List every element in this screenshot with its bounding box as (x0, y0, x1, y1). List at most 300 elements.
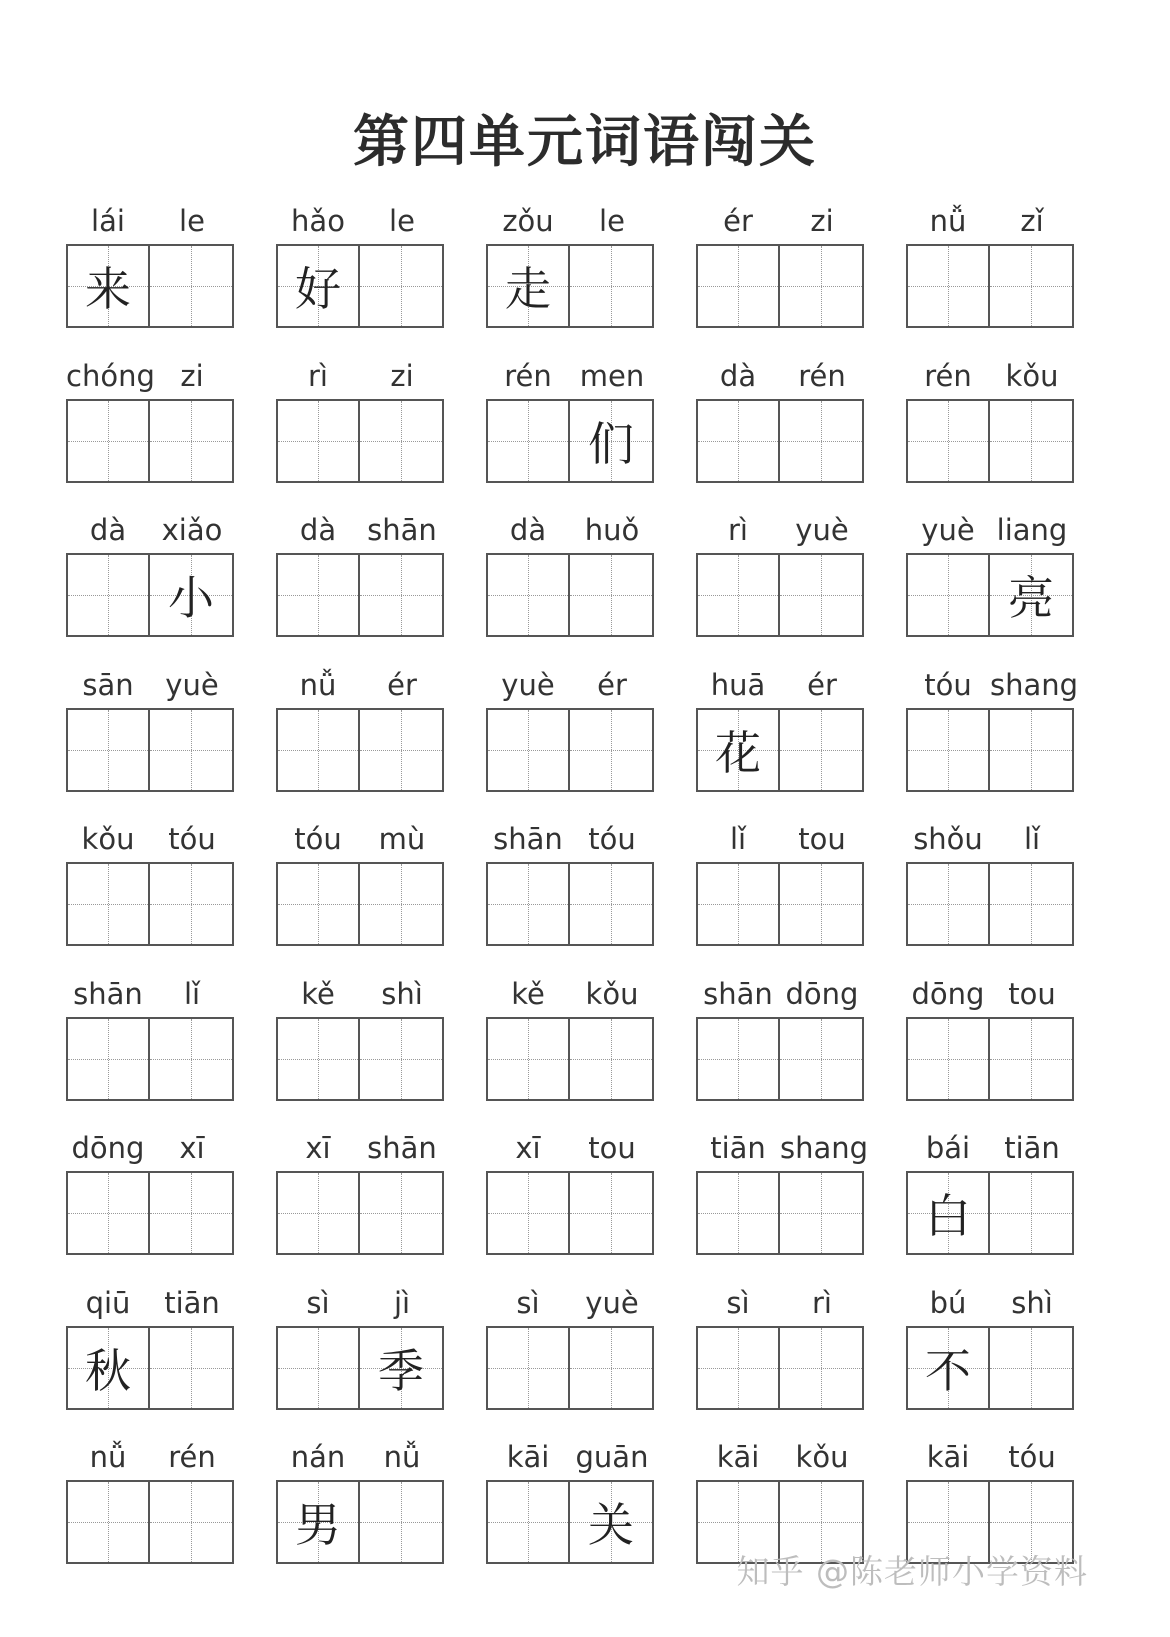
tianzige-box[interactable] (486, 1017, 570, 1101)
hanzi-char (990, 710, 1072, 790)
pinyin-syllable: kě (511, 976, 545, 1011)
pinyin-syllable: kǒu (585, 976, 639, 1011)
pinyin-row (66, 1127, 234, 1165)
tianzige-box[interactable] (696, 1326, 780, 1410)
tianzige-box[interactable] (150, 708, 234, 792)
tianzige-box[interactable] (360, 1171, 444, 1255)
tianzige-box[interactable] (66, 244, 150, 328)
pinyin-syllable: zi (810, 204, 834, 238)
tianzige-pair (696, 1326, 864, 1410)
pinyin-syllable: ér (387, 667, 417, 702)
pinyin-syllable: dà (719, 358, 757, 393)
pinyin-row (276, 818, 444, 856)
hanzi-char (780, 246, 862, 326)
tianzige-box[interactable] (990, 1017, 1074, 1101)
word-grid (66, 200, 1079, 1591)
tianzige-box[interactable] (150, 1171, 234, 1255)
pinyin-syllable: lǐ (183, 976, 201, 1011)
tianzige-box[interactable] (696, 244, 780, 328)
tianzige-box[interactable] (150, 862, 234, 946)
word-item (276, 973, 444, 1128)
pinyin-syllable: tou (798, 822, 846, 856)
word-item (696, 200, 864, 355)
hanzi-char (68, 864, 148, 944)
tianzige-box[interactable] (66, 1017, 150, 1101)
pinyin-syllable: dōng (911, 976, 985, 1011)
pinyin-row (276, 355, 444, 393)
word-item (66, 1127, 234, 1282)
pinyin-row (66, 818, 234, 856)
tianzige-box[interactable] (570, 862, 654, 946)
pinyin-row (66, 1436, 234, 1474)
hanzi-char: 走 (505, 262, 551, 316)
tianzige-box[interactable] (486, 1480, 570, 1564)
word-item (66, 1436, 234, 1591)
tianzige-box[interactable] (990, 1171, 1074, 1255)
tianzige-box[interactable] (360, 708, 444, 792)
word-item (696, 1282, 864, 1437)
hanzi-char (360, 864, 442, 944)
pinyin-row (696, 200, 864, 238)
pinyin-syllable: sān (82, 667, 134, 702)
pinyin-syllable: lǐ (729, 822, 747, 856)
word-item (66, 355, 234, 510)
tianzige-pair (906, 1017, 1074, 1101)
hanzi-char (68, 1482, 148, 1562)
hanzi-char (698, 246, 778, 326)
tianzige-box[interactable] (780, 1326, 864, 1410)
hanzi-char: 们 (588, 416, 634, 471)
hanzi-char (698, 401, 778, 481)
hanzi-char (908, 555, 988, 635)
tianzige-box[interactable] (570, 244, 654, 328)
word-item (906, 509, 1074, 664)
word-item (906, 200, 1074, 355)
hanzi-char (990, 1328, 1072, 1408)
tianzige-box[interactable] (906, 1326, 990, 1410)
word-item (66, 664, 234, 819)
word-item (276, 818, 444, 973)
tianzige-box[interactable] (360, 862, 444, 946)
tianzige-pair (66, 1017, 234, 1101)
pinyin-syllable: shān (73, 976, 143, 1011)
tianzige-box[interactable] (486, 399, 570, 483)
word-item (66, 818, 234, 973)
tianzige-box[interactable] (906, 1171, 990, 1255)
tianzige-box[interactable] (990, 862, 1074, 946)
tianzige-box[interactable] (696, 399, 780, 483)
pinyin-syllable: tóu (294, 822, 342, 856)
pinyin-syllable: dōng (785, 976, 859, 1011)
pinyin-row (906, 1127, 1074, 1165)
hanzi-char (68, 555, 148, 635)
word-item (66, 200, 234, 355)
tianzige-pair (276, 862, 444, 946)
pinyin-syllable: tiān (1004, 1131, 1060, 1165)
tianzige-box[interactable] (696, 862, 780, 946)
tianzige-box[interactable] (906, 244, 990, 328)
hanzi-char (150, 246, 232, 326)
pinyin-syllable: zǒu (502, 204, 554, 238)
pinyin-row (696, 1436, 864, 1474)
tianzige-box[interactable] (990, 244, 1074, 328)
pinyin-syllable: le (389, 204, 415, 238)
tianzige-box[interactable] (780, 399, 864, 483)
pinyin-row (66, 200, 234, 238)
tianzige-pair (66, 553, 234, 637)
hanzi-char (990, 1173, 1072, 1253)
word-item (906, 1127, 1074, 1282)
tianzige-box[interactable] (486, 1171, 570, 1255)
tianzige-box[interactable] (990, 399, 1074, 483)
tianzige-pair (276, 1171, 444, 1255)
tianzige-box[interactable] (66, 553, 150, 637)
word-item (696, 664, 864, 819)
hanzi-char (150, 1019, 232, 1099)
tianzige-pair (276, 244, 444, 328)
word-item (66, 1282, 234, 1437)
hanzi-char (488, 864, 568, 944)
tianzige-box[interactable] (486, 708, 570, 792)
pinyin-syllable: tou (1008, 976, 1056, 1011)
tianzige-pair (906, 862, 1074, 946)
pinyin-row (906, 1436, 1074, 1474)
pinyin-row (486, 1436, 654, 1474)
hanzi-char (278, 864, 358, 944)
tianzige-pair (486, 1326, 654, 1410)
word-item (696, 509, 864, 664)
tianzige-box[interactable] (276, 1017, 360, 1101)
pinyin-row (276, 509, 444, 547)
tianzige-box[interactable] (696, 1017, 780, 1101)
tianzige-box[interactable] (150, 1480, 234, 1564)
hanzi-char (488, 710, 568, 790)
hanzi-char (150, 710, 232, 790)
pinyin-syllable: kǒu (795, 1440, 849, 1474)
tianzige-box[interactable] (66, 1326, 150, 1410)
pinyin-syllable: nǚ (929, 204, 967, 238)
hanzi-char (698, 1482, 778, 1562)
pinyin-syllable: rén (798, 358, 846, 393)
hanzi-char: 好 (295, 262, 341, 316)
tianzige-box[interactable] (66, 862, 150, 946)
tianzige-box[interactable] (990, 553, 1074, 637)
hanzi-char (908, 1482, 988, 1562)
pinyin-syllable: bú (929, 1285, 967, 1320)
hanzi-char (150, 864, 232, 944)
pinyin-syllable: shān (493, 822, 563, 856)
pinyin-row (486, 509, 654, 547)
hanzi-char: 小 (168, 571, 214, 625)
pinyin-syllable: sì (306, 1285, 330, 1320)
hanzi-char (488, 1482, 568, 1562)
tianzige-box[interactable] (150, 553, 234, 637)
tianzige-box[interactable] (906, 1480, 990, 1564)
hanzi-char (150, 1328, 232, 1408)
tianzige-box[interactable] (66, 708, 150, 792)
hanzi-char (278, 1328, 358, 1408)
pinyin-row (906, 355, 1074, 393)
pinyin-row (696, 973, 864, 1011)
tianzige-box[interactable] (906, 399, 990, 483)
pinyin-syllable: yuè (501, 667, 555, 702)
word-item (696, 355, 864, 510)
word-item (486, 355, 654, 510)
tianzige-box[interactable] (486, 553, 570, 637)
tianzige-box[interactable] (360, 1480, 444, 1564)
pinyin-syllable: shān (367, 513, 437, 547)
tianzige-box[interactable] (486, 1326, 570, 1410)
pinyin-syllable: xī (305, 1131, 331, 1165)
pinyin-syllable: nán (290, 1440, 346, 1474)
hanzi-char (990, 1482, 1072, 1562)
word-item (276, 1282, 444, 1437)
word-item (486, 200, 654, 355)
hanzi-char (278, 710, 358, 790)
tianzige-box[interactable] (570, 553, 654, 637)
pinyin-syllable: men (579, 358, 645, 393)
hanzi-char (150, 401, 232, 481)
hanzi-char: 来 (85, 262, 131, 316)
hanzi-char (698, 1328, 778, 1408)
tianzige-box[interactable] (990, 708, 1074, 792)
pinyin-syllable: chóng (66, 358, 155, 393)
tianzige-box[interactable] (150, 1326, 234, 1410)
hanzi-char (570, 246, 652, 326)
pinyin-syllable: yuè (795, 513, 849, 547)
word-item (906, 1282, 1074, 1437)
tianzige-box[interactable] (276, 862, 360, 946)
pinyin-syllable: shang (990, 667, 1079, 702)
tianzige-box[interactable] (780, 1171, 864, 1255)
pinyin-row (66, 973, 234, 1011)
word-item (66, 973, 234, 1128)
hanzi-char (698, 1019, 778, 1099)
tianzige-box[interactable] (276, 553, 360, 637)
tianzige-box[interactable] (486, 244, 570, 328)
tianzige-box[interactable] (66, 399, 150, 483)
tianzige-pair (276, 1017, 444, 1101)
tianzige-pair (906, 1480, 1074, 1564)
tianzige-pair (486, 244, 654, 328)
hanzi-char (488, 401, 568, 481)
tianzige-pair (486, 399, 654, 483)
word-item (906, 355, 1074, 510)
pinyin-syllable: rén (504, 358, 552, 393)
tianzige-box[interactable] (276, 708, 360, 792)
hanzi-char (278, 401, 358, 481)
hanzi-char (570, 1173, 652, 1253)
pinyin-syllable: xiǎo (161, 513, 223, 547)
hanzi-char (488, 1173, 568, 1253)
tianzige-box[interactable] (360, 1326, 444, 1410)
pinyin-syllable: rì (812, 1285, 832, 1320)
tianzige-box[interactable] (276, 244, 360, 328)
tianzige-pair (696, 244, 864, 328)
pinyin-row (486, 200, 654, 238)
pinyin-row (276, 1436, 444, 1474)
tianzige-box[interactable] (570, 1017, 654, 1101)
pinyin-syllable: nǚ (89, 1440, 127, 1474)
tianzige-box[interactable] (276, 1326, 360, 1410)
tianzige-box[interactable] (990, 1480, 1074, 1564)
pinyin-syllable: bái (925, 1131, 971, 1165)
tianzige-box[interactable] (360, 244, 444, 328)
tianzige-box[interactable] (276, 1171, 360, 1255)
pinyin-syllable: tiān (164, 1285, 220, 1320)
hanzi-char (990, 401, 1072, 481)
tianzige-pair (696, 399, 864, 483)
pinyin-syllable: xī (179, 1131, 205, 1165)
tianzige-pair (906, 1171, 1074, 1255)
tianzige-box[interactable] (570, 708, 654, 792)
tianzige-pair (486, 553, 654, 637)
tianzige-box[interactable] (780, 553, 864, 637)
pinyin-syllable: yuè (585, 1285, 639, 1320)
word-item (276, 509, 444, 664)
pinyin-syllable: zi (180, 358, 204, 393)
tianzige-box[interactable] (150, 1017, 234, 1101)
pinyin-row (906, 200, 1074, 238)
pinyin-syllable: shì (381, 976, 423, 1011)
word-item (66, 509, 234, 664)
hanzi-char (68, 1019, 148, 1099)
hanzi-char: 白 (925, 1189, 971, 1243)
pinyin-syllable: zi (390, 358, 414, 393)
tianzige-box[interactable] (360, 399, 444, 483)
hanzi-char (570, 710, 652, 790)
hanzi-char (488, 555, 568, 635)
tianzige-box[interactable] (780, 862, 864, 946)
pinyin-row (66, 509, 234, 547)
word-item (486, 1436, 654, 1591)
tianzige-box[interactable] (360, 1017, 444, 1101)
pinyin-syllable: yuè (165, 667, 219, 702)
tianzige-box[interactable] (696, 1171, 780, 1255)
pinyin-syllable: lǐ (1023, 822, 1041, 856)
pinyin-syllable: tiān (710, 1131, 766, 1165)
hanzi-char (990, 864, 1072, 944)
pinyin-syllable: tóu (924, 667, 972, 702)
pinyin-syllable: guān (575, 1440, 649, 1474)
tianzige-box[interactable] (360, 553, 444, 637)
word-item (276, 664, 444, 819)
tianzige-box[interactable] (276, 399, 360, 483)
tianzige-box[interactable] (780, 1017, 864, 1101)
pinyin-syllable: hǎo (291, 204, 345, 238)
tianzige-box[interactable] (696, 708, 780, 792)
pinyin-syllable: zǐ (1020, 204, 1044, 238)
hanzi-char: 不 (925, 1343, 971, 1398)
pinyin-syllable: le (179, 204, 205, 238)
hanzi-char (360, 555, 442, 635)
pinyin-syllable: le (599, 204, 625, 238)
tianzige-box[interactable] (150, 399, 234, 483)
tianzige-box[interactable] (150, 244, 234, 328)
tianzige-box[interactable] (990, 1326, 1074, 1410)
pinyin-syllable: yuè (921, 513, 975, 547)
tianzige-pair (486, 862, 654, 946)
tianzige-pair (486, 1171, 654, 1255)
tianzige-box[interactable] (66, 1171, 150, 1255)
pinyin-syllable: shì (1011, 1285, 1053, 1320)
hanzi-char (698, 555, 778, 635)
pinyin-row (66, 355, 234, 393)
tianzige-pair (276, 1326, 444, 1410)
pinyin-syllable: kāi (926, 1440, 970, 1474)
pinyin-syllable: dà (89, 513, 127, 547)
pinyin-row (906, 664, 1079, 702)
hanzi-char (150, 1482, 232, 1562)
pinyin-row (66, 1282, 234, 1320)
tianzige-box[interactable] (780, 244, 864, 328)
pinyin-row (486, 664, 654, 702)
pinyin-row (696, 355, 864, 393)
tianzige-box[interactable] (780, 708, 864, 792)
tianzige-pair (906, 399, 1074, 483)
tianzige-box[interactable] (570, 1171, 654, 1255)
hanzi-char (908, 710, 988, 790)
tianzige-box[interactable] (906, 708, 990, 792)
pinyin-row (906, 1282, 1074, 1320)
hanzi-char (780, 1173, 862, 1253)
tianzige-box[interactable] (276, 1480, 360, 1564)
pinyin-row (276, 1282, 444, 1320)
word-item (906, 818, 1074, 973)
tianzige-pair (66, 399, 234, 483)
pinyin-syllable: huā (710, 667, 766, 702)
hanzi-char (990, 246, 1072, 326)
tianzige-box[interactable] (906, 553, 990, 637)
tianzige-box[interactable] (66, 1480, 150, 1564)
tianzige-box[interactable] (780, 1480, 864, 1564)
tianzige-pair (906, 553, 1074, 637)
pinyin-syllable: rì (308, 358, 328, 393)
tianzige-box[interactable] (696, 553, 780, 637)
pinyin-row (276, 200, 444, 238)
tianzige-pair (696, 1480, 864, 1564)
pinyin-row (696, 509, 864, 547)
tianzige-pair (696, 708, 864, 792)
hanzi-char (780, 1328, 862, 1408)
tianzige-box[interactable] (906, 1017, 990, 1101)
pinyin-syllable: kāi (716, 1440, 760, 1474)
pinyin-row (486, 1127, 654, 1165)
hanzi-char (570, 1019, 652, 1099)
tianzige-pair (276, 1480, 444, 1564)
pinyin-syllable: huǒ (584, 513, 640, 547)
pinyin-row (486, 355, 654, 393)
pinyin-syllable: nǚ (299, 667, 337, 702)
hanzi-char: 季 (378, 1343, 424, 1398)
hanzi-char (488, 1019, 568, 1099)
tianzige-box[interactable] (906, 862, 990, 946)
tianzige-box[interactable] (570, 399, 654, 483)
hanzi-char (360, 401, 442, 481)
tianzige-box[interactable] (696, 1480, 780, 1564)
pinyin-syllable: lái (91, 204, 125, 238)
pinyin-syllable: ér (597, 667, 627, 702)
tianzige-box[interactable] (486, 862, 570, 946)
pinyin-syllable: kǒu (1005, 358, 1059, 393)
tianzige-box[interactable] (570, 1326, 654, 1410)
word-item (486, 509, 654, 664)
tianzige-box[interactable] (570, 1480, 654, 1564)
hanzi-char (68, 401, 148, 481)
hanzi-char (908, 864, 988, 944)
tianzige-pair (906, 244, 1074, 328)
pinyin-syllable: qiū (85, 1285, 131, 1320)
